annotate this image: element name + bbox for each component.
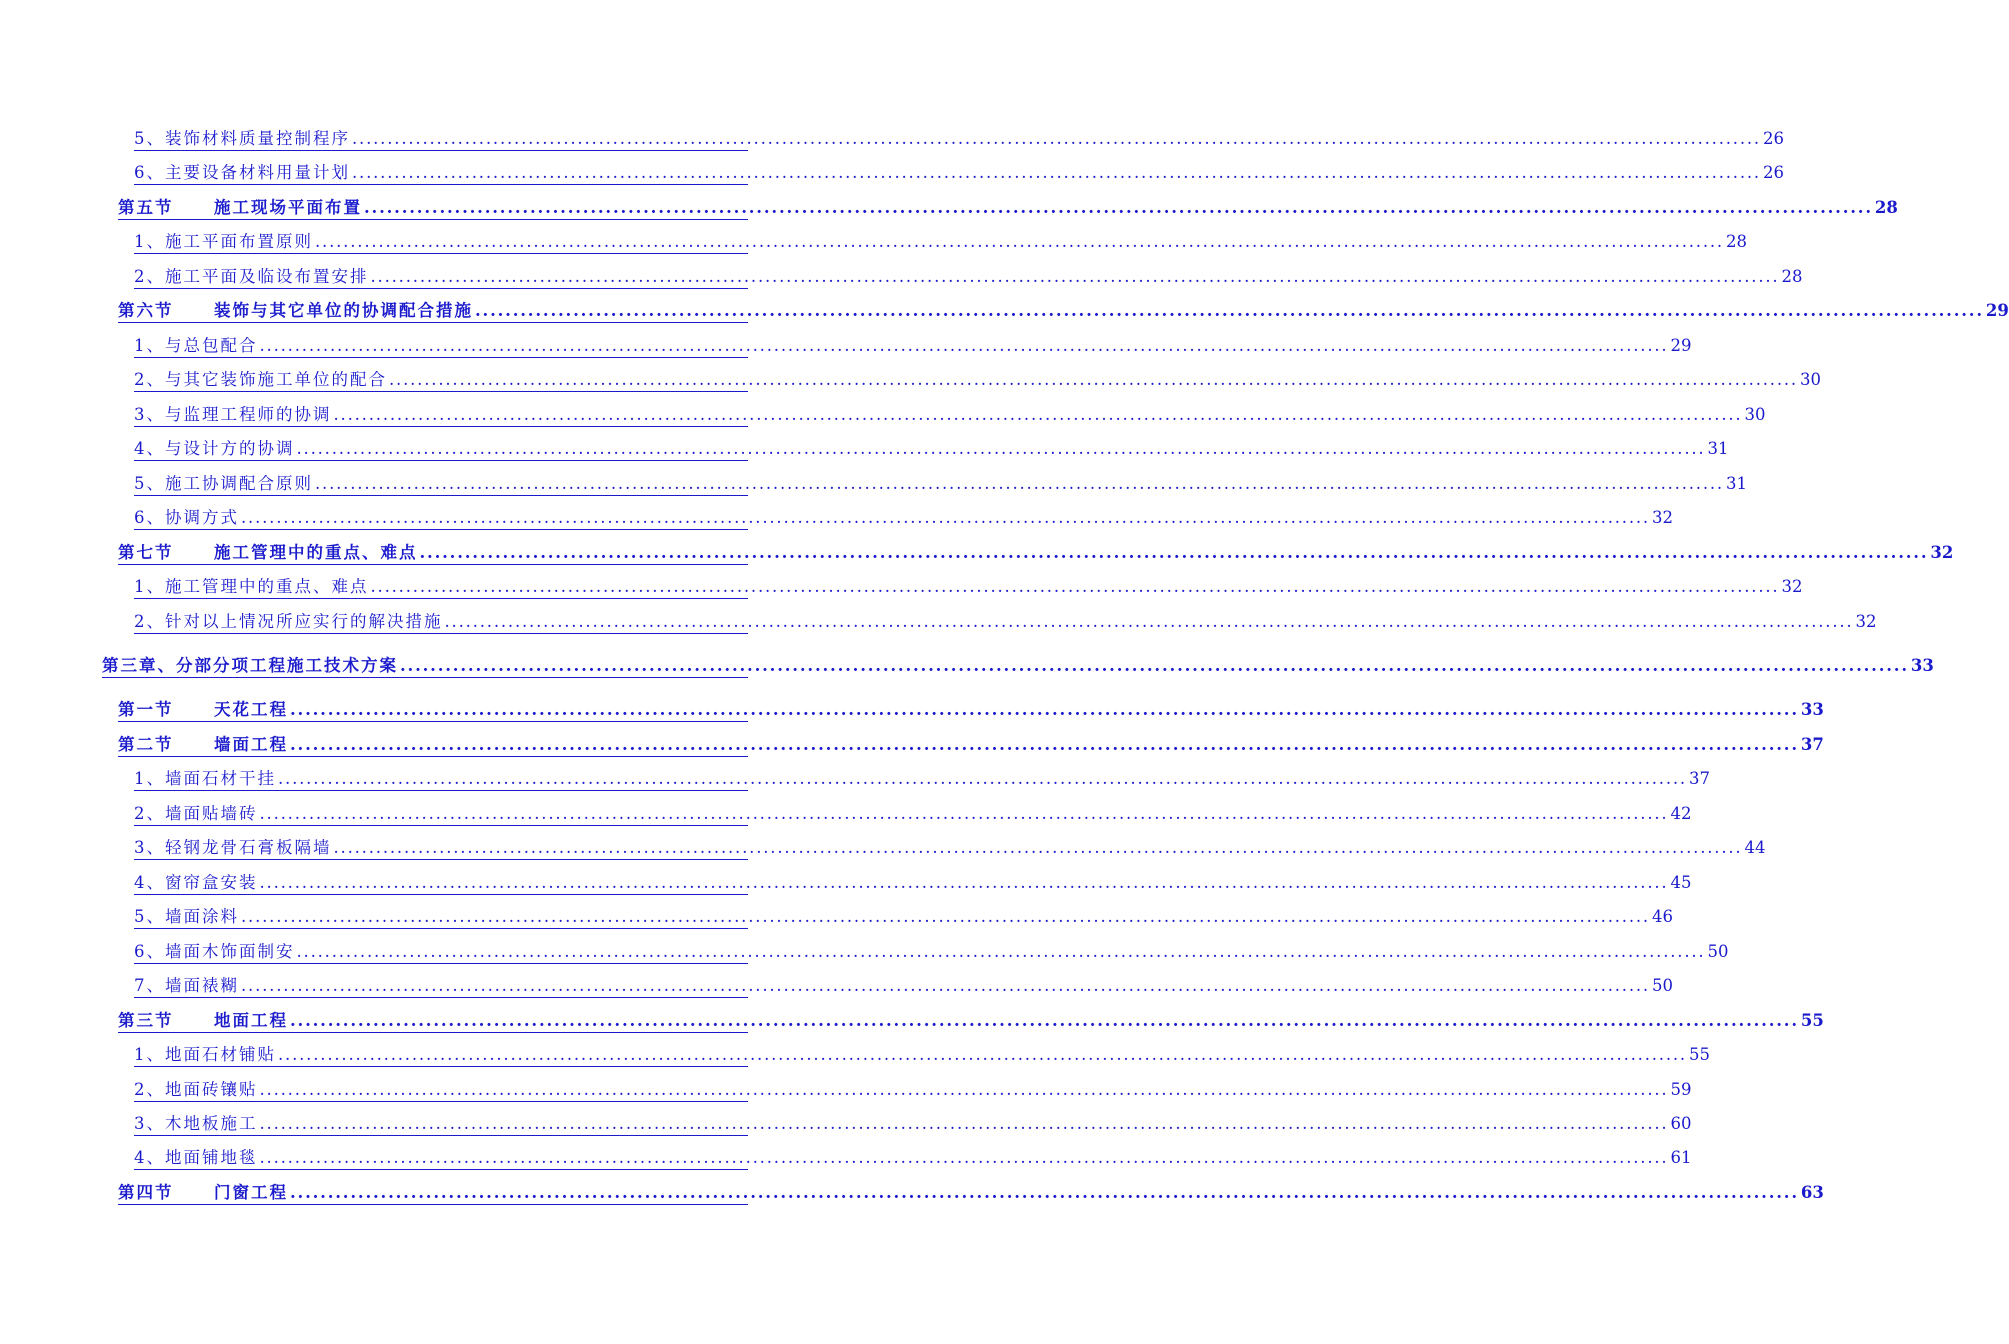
toc-section-number: 第二节 <box>118 735 174 754</box>
toc-entry-item[interactable] <box>134 766 1710 791</box>
toc-entry-title <box>118 542 418 564</box>
toc-section-title: 门窗工程 <box>214 1183 288 1202</box>
toc-dot-leader: ........................................................................................................................................................................................................ <box>370 577 1780 596</box>
toc-entry-item[interactable] <box>134 471 1747 496</box>
toc-dot-leader: ........................................................................................................................................................................................................ <box>419 543 1929 562</box>
toc-page-number: 28 <box>1725 232 1747 251</box>
toc-page-number: 32 <box>1781 577 1803 596</box>
toc-page-number: 26 <box>1762 163 1784 182</box>
toc-entry-item[interactable] <box>134 973 1673 998</box>
toc-entry-title <box>118 1010 288 1032</box>
toc-entry-item[interactable] <box>134 436 1729 461</box>
toc-dot-leader: ........................................................................................................................................................................................................ <box>315 232 1724 251</box>
toc-entry-item[interactable] <box>134 160 1784 185</box>
toc-dot-leader: ........................................................................................................................................................................................................ <box>241 508 1650 527</box>
toc-dot-leader: ........................................................................................................................................................................................................ <box>333 838 1743 857</box>
toc-entry-item[interactable] <box>134 402 1766 427</box>
toc-entry-section[interactable] <box>118 732 1824 757</box>
toc-dot-leader: ........................................................................................................................................................................................................ <box>315 474 1724 493</box>
toc-entry-title: 1、地面石材铺贴 <box>134 1045 276 1064</box>
toc-entry-item[interactable] <box>134 1111 1692 1136</box>
toc-entry-title <box>118 197 362 219</box>
toc-page-number: 31 <box>1725 474 1747 493</box>
toc-entry-title: 3、与监理工程师的协调 <box>134 405 332 424</box>
toc-section-title: 墙面工程 <box>214 735 288 754</box>
toc-entry-title: 1、与总包配合 <box>134 336 258 355</box>
toc-dot-leader: ........................................................................................................................................................................................................ <box>241 907 1650 926</box>
toc-entry-title: 2、施工平面及临设布置安排 <box>134 267 369 286</box>
toc-entry-title <box>118 300 473 322</box>
toc-dot-leader: ........................................................................................................................................................................................................ <box>259 1148 1669 1167</box>
toc-entry-title: 3、轻钢龙骨石膏板隔墙 <box>134 838 332 857</box>
toc-section-number: 第五节 <box>118 198 174 217</box>
toc-section-number: 第六节 <box>118 301 174 320</box>
toc-page-number: 30 <box>1799 370 1821 389</box>
toc-entry-title: 1、施工平面布置原则 <box>134 232 313 251</box>
toc-entry-title: 2、地面砖镶贴 <box>134 1080 258 1099</box>
toc-dot-leader: ........................................................................................................................................................................................................ <box>296 942 1706 961</box>
toc-dot-leader: ........................................................................................................................................................................................................ <box>278 1045 1687 1064</box>
toc-section-title: 装饰与其它单位的协调配合措施 <box>214 301 473 320</box>
toc-dot-leader: ........................................................................................................................................................................................................ <box>290 1011 1799 1030</box>
toc-page-number: 60 <box>1670 1114 1692 1133</box>
toc-page-number: 28 <box>1874 198 1898 217</box>
toc-dot-leader: ........................................................................................................................................................................................................ <box>370 267 1780 286</box>
toc-entry-item[interactable] <box>134 904 1673 929</box>
toc-entry-item[interactable] <box>134 939 1729 964</box>
toc-entry-title <box>118 699 288 721</box>
toc-page-number: 44 <box>1744 838 1766 857</box>
toc-section-number: 第三节 <box>118 1011 174 1030</box>
toc-page-number: 32 <box>1651 508 1673 527</box>
toc-dot-leader: ........................................................................................................................................................................................................ <box>259 804 1669 823</box>
toc-entry-item[interactable] <box>134 801 1692 826</box>
toc-dot-leader: ........................................................................................................................................................................................................ <box>278 769 1687 788</box>
toc-entry-section[interactable] <box>118 195 1898 220</box>
toc-entry-title: 6、协调方式 <box>134 508 239 527</box>
toc-dot-leader: ........................................................................................................................................................................................................ <box>259 1080 1669 1099</box>
toc-dot-leader: ........................................................................................................................................................................................................ <box>333 405 1743 424</box>
toc-page-number: 33 <box>1910 656 1934 675</box>
toc-page-number: 37 <box>1688 769 1710 788</box>
toc-section-title: 天花工程 <box>214 700 288 719</box>
toc-entry-title: 7、墙面裱糊 <box>134 976 239 995</box>
toc-page-number: 31 <box>1707 439 1729 458</box>
toc-entry-item[interactable] <box>134 333 1692 358</box>
toc-dot-leader: ........................................................................................................................................................................................................ <box>364 198 1873 217</box>
toc-dot-leader: ........................................................................................................................................................................................................ <box>389 370 1798 389</box>
toc-page-number: 29 <box>1670 336 1692 355</box>
toc-dot-leader: ........................................................................................................................................................................................................ <box>475 301 1984 320</box>
toc-entry-title: 2、与其它装饰施工单位的配合 <box>134 370 387 389</box>
toc-dot-leader: ........................................................................................................................................................................................................ <box>290 1183 1799 1202</box>
toc-page-number: 50 <box>1707 942 1729 961</box>
toc-section-number: 第七节 <box>118 543 174 562</box>
toc-page-number: 26 <box>1762 129 1784 148</box>
toc-entry-item[interactable] <box>134 229 1747 254</box>
toc-entry-item[interactable] <box>134 1077 1692 1102</box>
toc-entry-item[interactable] <box>134 264 1803 289</box>
toc-entry-item[interactable] <box>134 870 1692 895</box>
toc-entry-section[interactable] <box>118 298 2009 323</box>
toc-section-title: 施工管理中的重点、难点 <box>214 543 418 562</box>
toc-page-number: 46 <box>1651 907 1673 926</box>
toc-entry-title: 1、墙面石材干挂 <box>134 769 276 788</box>
toc-page-number: 55 <box>1688 1045 1710 1064</box>
toc-dot-leader: ........................................................................................................................................................................................................ <box>259 336 1669 355</box>
toc-section-number: 第四节 <box>118 1183 174 1202</box>
toc-page-number: 61 <box>1670 1148 1692 1167</box>
toc-entry-item[interactable] <box>134 126 1784 151</box>
toc-entry-section[interactable] <box>118 1180 1824 1205</box>
toc-entry-title: 4、地面铺地毯 <box>134 1148 258 1167</box>
toc-entry-title <box>118 734 288 756</box>
toc-entry-title: 3、木地板施工 <box>134 1114 258 1133</box>
toc-dot-leader: ........................................................................................................................................................................................................ <box>400 656 1909 675</box>
toc-entry-title: 5、装饰材料质量控制程序 <box>134 129 350 148</box>
toc-page-number: 42 <box>1670 804 1692 823</box>
toc-entry-title: 6、主要设备材料用量计划 <box>134 163 350 182</box>
toc-entry-chapter[interactable] <box>102 653 1934 678</box>
toc-entry-item[interactable] <box>134 835 1766 860</box>
toc-page-number: 45 <box>1670 873 1692 892</box>
toc-entry-item[interactable] <box>134 574 1803 599</box>
toc-dot-leader: ........................................................................................................................................................................................................ <box>352 129 1761 148</box>
toc-entry-title: 2、墙面贴墙砖 <box>134 804 258 823</box>
toc-dot-leader: ........................................................................................................................................................................................................ <box>444 612 1854 631</box>
toc-entry-item[interactable] <box>134 609 1877 634</box>
toc-dot-leader: ........................................................................................................................................................................................................ <box>241 976 1650 995</box>
toc-dot-leader: ........................................................................................................................................................................................................ <box>290 735 1799 754</box>
toc-section-title: 地面工程 <box>214 1011 288 1030</box>
toc-entry-title: 2、针对以上情况所应实行的解决措施 <box>134 612 443 631</box>
toc-entry-item[interactable] <box>134 1145 1692 1170</box>
toc-entry-title: 1、施工管理中的重点、难点 <box>134 577 369 596</box>
toc-page-number: 29 <box>1985 301 2009 320</box>
toc-entry-title: 4、窗帘盒安装 <box>134 873 258 892</box>
toc-entry-item[interactable] <box>134 1042 1710 1067</box>
toc-section-number: 第一节 <box>118 700 174 719</box>
toc-dot-leader: ........................................................................................................................................................................................................ <box>290 700 1799 719</box>
toc-entry-title: 5、墙面涂料 <box>134 907 239 926</box>
toc-page-number: 37 <box>1800 735 1824 754</box>
toc-page-number: 59 <box>1670 1080 1692 1099</box>
toc-entry-section[interactable] <box>118 697 1824 722</box>
toc-entry-title: 第三章、分部分项工程施工技术方案 <box>102 656 398 675</box>
toc-page-number: 50 <box>1651 976 1673 995</box>
toc-dot-leader: ........................................................................................................................................................................................................ <box>259 873 1669 892</box>
toc-section-title: 施工现场平面布置 <box>214 198 362 217</box>
toc-entry-title <box>118 1182 288 1204</box>
toc-page-number: 28 <box>1781 267 1803 286</box>
toc-entry-title: 6、墙面木饰面制安 <box>134 942 295 961</box>
toc-entry-item[interactable] <box>134 367 1821 392</box>
toc-page-number: 32 <box>1930 543 1954 562</box>
toc-dot-leader: ........................................................................................................................................................................................................ <box>296 439 1706 458</box>
toc-page-number: 63 <box>1800 1183 1824 1202</box>
toc-entry-section[interactable] <box>118 540 1954 565</box>
toc-page-number: 55 <box>1800 1011 1824 1030</box>
toc-page-number: 30 <box>1744 405 1766 424</box>
toc-dot-leader: ........................................................................................................................................................................................................ <box>259 1114 1669 1133</box>
toc-entry-title: 4、与设计方的协调 <box>134 439 295 458</box>
toc-page-number: 33 <box>1800 700 1824 719</box>
toc-page-number: 32 <box>1855 612 1877 631</box>
toc-dot-leader: ........................................................................................................................................................................................................ <box>352 163 1761 182</box>
toc-entry-section[interactable] <box>118 1008 1824 1033</box>
toc-entry-item[interactable] <box>134 505 1673 530</box>
toc-entry-title: 5、施工协调配合原则 <box>134 474 313 493</box>
